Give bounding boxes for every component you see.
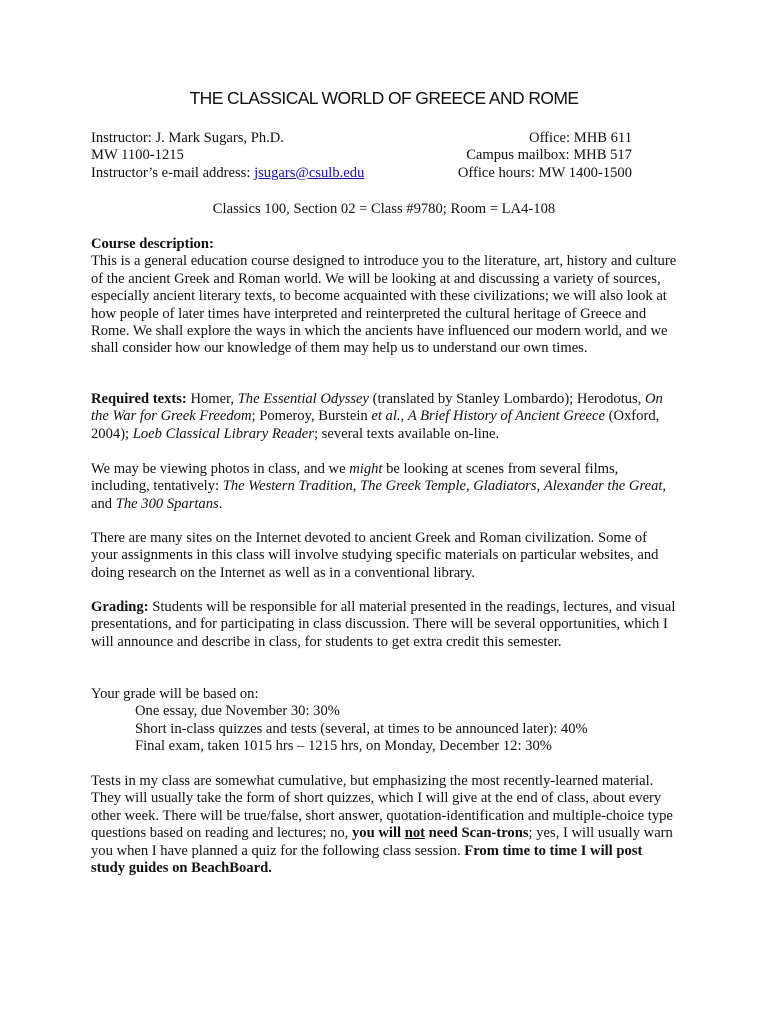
course-description: [91, 236, 677, 358]
grading-paragraph: Grading: Students will be responsible for all material presented in the readings, lectures, and visual presentations, and for participating in class discussion. There will be several opportunities, which I will announce and describe in class, for students to get extra credit this semester.: [91, 599, 676, 650]
film-title: The Greek Temple: [360, 478, 466, 495]
grade-item: Final exam, taken 1015 hrs – 1215 hrs, on Monday, December 12: 30%: [135, 738, 552, 755]
films-paragraph: We may be viewing photos in class, and we might be looking at scenes from several films, including, tentatively: The Western Tradition, The Greek Temple, Gladiators, Alexander the Great, and The 300 Spartans.: [91, 461, 667, 512]
emphasis-not: not: [404, 825, 425, 842]
course-header: [91, 130, 632, 182]
book-title: A Brief History of Ancient Greece: [407, 408, 605, 425]
email-line: [91, 165, 364, 182]
internet-paragraph: There are many sites on the Internet devoted to ancient Greek and Roman civilization. Some of your assignments in this class will involve studying specific materials on particular websites, and doing research on the Internet as well as in a conventional library.: [91, 530, 659, 581]
tests-paragraph: Tests in my class are somewhat cumulative, but emphasizing the most recently-learned material. They will usually take the form of short quizzes, which I will give at the end of class, about every other week. There will be true/false, short answer, quotation-identification and multiple-choice type questions based on reading and lectures; no, you will not need Scan-trons; yes, I will usually warn you when I have planned a quiz for the following class session. From time to time I will post study guides on BeachBoard.: [91, 773, 673, 877]
required-texts-heading: Required texts:: [91, 391, 187, 407]
book-title: On the War for Greek Freedom: [91, 391, 663, 425]
office-location: Office: MHB 611: [529, 130, 632, 146]
office-hours: Office hours: MW 1400-1500: [457, 164, 632, 181]
email-link[interactable]: jsugars@csulb.edu: [254, 164, 365, 181]
grade-item: One essay, due November 30: 30%: [135, 703, 340, 720]
grade-item: Short in-class quizzes and tests (several, at times to be announced later): 40%: [135, 720, 588, 737]
page-title: THE CLASSICAL WORLD OF GREECE AND ROME: [189, 88, 579, 108]
film-title: The 300 Spartans: [115, 495, 219, 512]
description-text: This is a general education course designed to introduce you to the literature, art, history and culture of the ancient Greek and Roman world. We will be looking at and discussing a variety of sources, especially ancient literary texts, to become acquainted with these civilizations; we will also look at how people of later times have interpreted and reinterpreted the cultural heritage of Greece and Rome. We shall explore the ways in which the ancients have influenced our modern world, and we shall consider how our knowledge of them may help us to understand our own times.: [91, 253, 677, 357]
campus-mailbox: Campus mailbox: MHB 517: [466, 147, 632, 164]
book-title: Loeb Classical Library Reader: [132, 425, 314, 442]
film-title: Alexander the Great: [543, 478, 663, 495]
email-label: Instructor’s e-mail address:: [91, 164, 255, 181]
grade-breakdown: [91, 686, 677, 756]
class-schedule: MW 1100-1215: [91, 147, 184, 164]
book-title: The Essential Odyssey: [237, 391, 370, 407]
film-title: Gladiators: [473, 478, 537, 495]
description-heading: Course description:: [91, 236, 214, 252]
instructor-name: Instructor: J. Mark Sugars, Ph.D.: [91, 130, 284, 146]
film-title: The Western Tradition: [222, 478, 353, 495]
grading-heading: Grading:: [91, 599, 149, 615]
class-info: Classics 100, Section 02 = Class #9780; Room = LA4-108: [212, 201, 556, 217]
grade-intro: Your grade will be based on:: [91, 686, 259, 702]
study-guides-note: From time to time I will post study guides on BeachBoard.: [91, 842, 643, 877]
required-texts: Required texts: Homer, The Essential Odyssey (translated by Stanley Lombardo); Herodotus, On the War for Greek Freedom; Pomeroy, Burstein et al., A Brief History of Ancient Greece (Oxford, 2004); Loeb Classical Library Reader; several texts available on-line.: [91, 391, 663, 442]
